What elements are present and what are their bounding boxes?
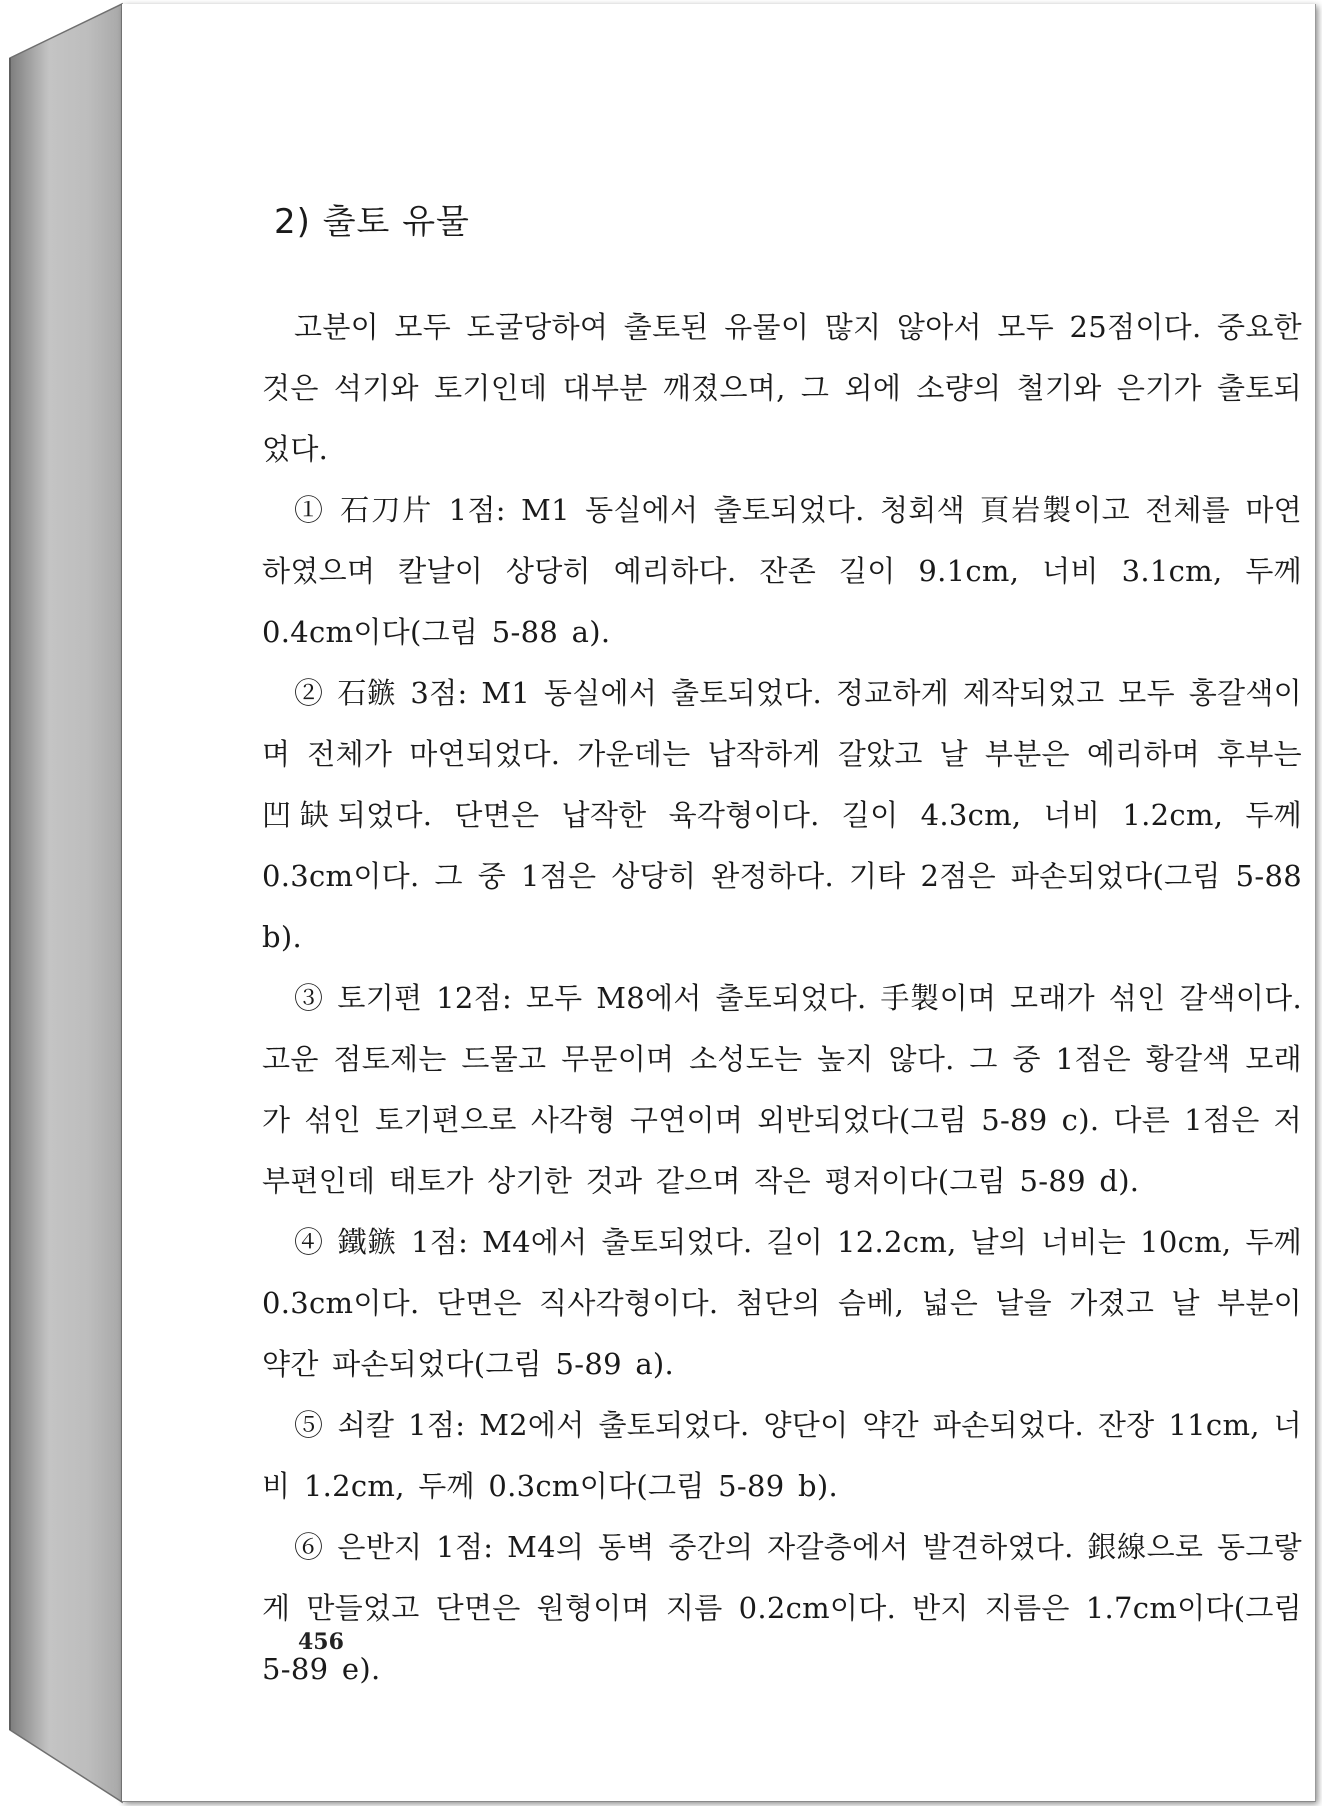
- paragraph-item-2: ② 石鏃 3점: M1 동실에서 출토되었다. 정교하게 제작되었고 모두 홍갈색이며 전체가 마연되었다. 가운데는 납작하게 갈았고 날 부분은 예리하며 후부는 凹缺되었다. 단면은 납작한 육각형이다. 길이 4.3cm, 너비 1.2cm, 두께 0.3cm이다. 그 중 1점은 상당히 완정하다. 기타 2점은 파손되었다(그림 5-88 b).: [262, 676, 1302, 954]
- paragraph-item-4: ④ 鐵鏃 1점: M4에서 출토되었다. 길이 12.2cm, 날의 너비는 10cm, 두께 0.3cm이다. 단면은 직사각형이다. 첨단의 슴베, 넓은 날을 가졌고 날 부분이 약간 파손되었다(그림 5-89 a).: [262, 1225, 1302, 1381]
- section-title: 2) 출토 유물: [274, 202, 470, 242]
- page-number: 456: [298, 1629, 344, 1655]
- body-text: [262, 297, 1302, 1700]
- paragraph-intro: 고분이 모두 도굴당하여 출토된 유물이 많지 않아서 모두 25점이다. 중요한 것은 석기와 토기인데 대부분 깨졌으며, 그 외에 소량의 철기와 은기가 출토되었다.: [262, 310, 1302, 466]
- paragraph-item-6: ⑥ 은반지 1점: M4의 동벽 중간의 자갈층에서 발견하였다. 銀線으로 동그랗게 만들었고 단면은 원형이며 지름 0.2cm이다. 반지 지름은 1.7cm이다(그림 5-89 e).: [262, 1530, 1302, 1686]
- document-page: [122, 4, 1316, 1802]
- paragraph-item-3: ③ 토기편 12점: 모두 M8에서 출토되었다. 手製이며 모래가 섞인 갈색이다. 고운 점토제는 드물고 무문이며 소성도는 높지 않다. 그 중 1점은 황갈색 모래가 섞인 토기편으로 사각형 구연이며 외반되었다(그림 5-89 c). 다른 1점은 저부편인데 태토가 상기한 것과 같으며 작은 평저이다(그림 5-89 d).: [262, 981, 1302, 1198]
- page-content: [262, 194, 1302, 1700]
- paragraph-item-5: ⑤ 쇠칼 1점: M2에서 출토되었다. 양단이 약간 파손되었다. 잔장 11cm, 너비 1.2cm, 두께 0.3cm이다(그림 5-89 b).: [262, 1408, 1302, 1503]
- paragraph-item-1: ① 石刀片 1점: M1 동실에서 출토되었다. 청회색 頁岩製이고 전체를 마연하였으며 칼날이 상당히 예리하다. 잔존 길이 9.1cm, 너비 3.1cm, 두께 0.4cm이다(그림 5-88 a).: [262, 493, 1302, 649]
